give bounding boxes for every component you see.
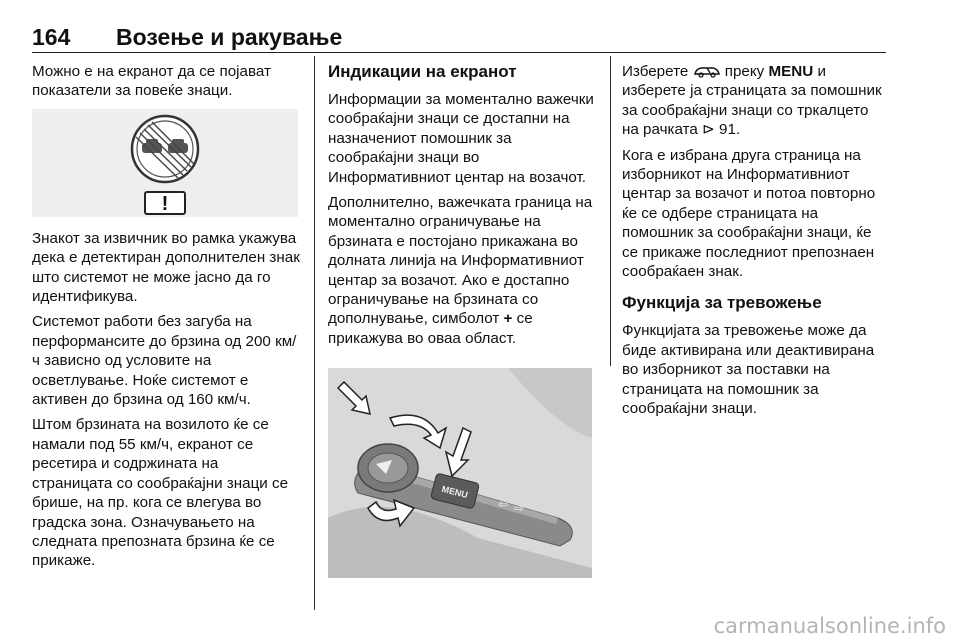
page-header — [32, 24, 886, 52]
select-text-end: . — [735, 121, 741, 139]
lever-illustration-icon — [328, 368, 592, 578]
plus-symbol: + — [503, 310, 513, 328]
page-reference-number[interactable]: 91 — [719, 121, 736, 139]
paragraph-exclamation: Знакот за извичник во рамка укажува дека е детектиран дополнителен знак што системот не може јасно да го идентификува. — [32, 229, 300, 306]
paragraph-speed-limit — [328, 193, 600, 348]
speed-limit-text-b: се прикажува во оваа област. — [328, 310, 533, 347]
column-2 — [328, 62, 600, 578]
select-text-a: Изберете — [622, 63, 693, 80]
page-title: Возење и ракување — [116, 24, 343, 50]
column-divider-right — [610, 56, 611, 366]
svg-text:⇦: ⇦ — [498, 497, 509, 512]
select-text-b: преку — [720, 63, 769, 80]
paragraph-display-info: Информации за моментално важечки сообраќајни знаци се достапни на назначениот помошник за сообраќајни знаци во Информативниот центар на возачот. — [328, 91, 594, 186]
paragraph-performance: Системот работи без загуба на перформансите до брзина од 200 км/ч зависно од условите на осветлување. Ноќе системот е активен до брзина од 160 км/ч. — [32, 313, 297, 409]
page-number: 164 — [32, 24, 71, 50]
intro-paragraph: Можно е на екранот да се појават показатели за повеќе знаци. — [32, 63, 271, 100]
traffic-sign-figure — [32, 109, 298, 217]
header-rule — [32, 52, 886, 53]
column-3 — [622, 62, 888, 425]
select-text-c: и изберете ја страницата за помошник за сообраќајни знаци со тркалцето на рачката — [622, 63, 882, 139]
end-of-no-overtaking-sign-icon — [32, 109, 298, 217]
menu-button-label: MENU — [440, 484, 469, 501]
section-heading-display: Индикации на екранот — [328, 62, 517, 81]
paragraph-reset: Штом брзината на возилото ќе се намали под 55 км/ч, екранот се ресетира и содржината на страницата со сообраќајни знаци се брише, на пр. кога се влегува во градска зона. Означувањето на следната препозната брзина ќе се прикаже. — [32, 416, 289, 570]
indicator-lever-figure — [328, 368, 592, 578]
watermark: carmanualsonline.info — [713, 614, 946, 638]
car-speedometer-icon — [693, 64, 721, 78]
section-heading-warning: Функција за тревожење — [622, 293, 822, 313]
column-1 — [32, 62, 302, 577]
page-reference-icon: ⊳ — [702, 120, 715, 139]
menu-keyword: MENU — [768, 63, 814, 80]
speed-limit-text-a: Дополнително, важечката граница на моментално ограничувањe на брзината е постојано прикажана во долната линија на Информативниот центар за возачот. Ако е достапно ограничувањe на брзината со дополнување, симболот — [328, 194, 593, 328]
paragraph-select-page — [622, 62, 888, 140]
svg-text:⇨: ⇨ — [514, 501, 525, 516]
paragraph-other-page: Кога е избрана друга страница на изборникот на Информативниот центар за возачот и потоа повторно ќе се одбере страницата на помошник за сообраќајни знаци, ќе се прикаже последниот препознаен сообраќаен знак. — [622, 146, 876, 281]
paragraph-warning: Функцијата за тревожење може да биде активирана или деактивирана во изборникот за поставки на страницата на помошник за сообраќајни знаци. — [622, 322, 875, 418]
column-divider-left — [314, 56, 315, 610]
exclamation-label: ! — [161, 192, 169, 215]
